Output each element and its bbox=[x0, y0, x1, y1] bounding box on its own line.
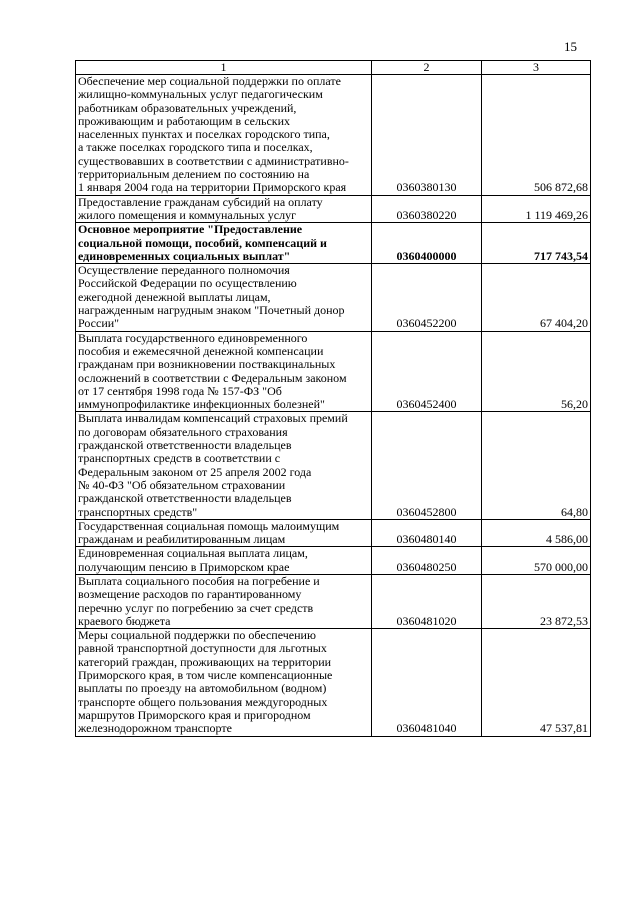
description-line: выплаты по проезду на автомобильном (водном) bbox=[78, 681, 327, 696]
description-line: гражданской ответственности владельцев bbox=[78, 491, 292, 506]
description-line: транспортных средств" bbox=[78, 504, 198, 519]
description-line: Меры социальной поддержки по обеспечению bbox=[78, 628, 316, 643]
description-line: Государственная социальная помощь малоимущим bbox=[78, 518, 340, 533]
table-body bbox=[76, 75, 591, 737]
description-line: Единовременная социальная выплата лицам, bbox=[78, 546, 308, 561]
description-line: Выплата социального пособия на погребение и bbox=[78, 573, 320, 588]
row-code: 0360481040 bbox=[372, 629, 482, 736]
description-line: гражданской ответственности владельцев bbox=[78, 438, 292, 453]
row-code: 0360480250 bbox=[372, 547, 482, 575]
description-line: Предоставление гражданам субсидий на оплату bbox=[78, 194, 323, 209]
description-line: Российской Федерации по осуществлению bbox=[78, 276, 297, 291]
header-col-3: 3 bbox=[482, 61, 591, 75]
budget-table bbox=[75, 60, 591, 737]
description-line: гражданам при возникновении поствакцинальных bbox=[78, 357, 336, 372]
description-line: единовременных социальных выплат" bbox=[78, 248, 291, 263]
row-amount: 56,20 bbox=[482, 331, 591, 412]
row-description bbox=[76, 223, 372, 264]
description-line: жилищно-коммунальных услуг педагогическим bbox=[78, 87, 323, 102]
description-line: маршрутов Приморского края и пригородном bbox=[78, 707, 311, 722]
table-row bbox=[76, 223, 591, 264]
description-line: перечню услуг по погребению за счет средств bbox=[78, 600, 314, 615]
row-amount: 506 872,68 bbox=[482, 75, 591, 196]
page-number: 15 bbox=[564, 39, 577, 54]
row-code: 0360400000 bbox=[372, 223, 482, 264]
row-code: 0360481020 bbox=[372, 574, 482, 628]
row-code: 0360380220 bbox=[372, 195, 482, 223]
row-amount: 1 119 469,26 bbox=[482, 195, 591, 223]
table-row bbox=[76, 629, 591, 736]
table-row bbox=[76, 574, 591, 628]
row-code: 0360452800 bbox=[372, 412, 482, 519]
table-row bbox=[76, 547, 591, 575]
header-col-1: 1 bbox=[76, 61, 372, 75]
row-description bbox=[76, 519, 372, 547]
row-description bbox=[76, 264, 372, 331]
description-line: краевого бюджета bbox=[78, 613, 171, 628]
description-line: жилого помещения и коммунальных услуг bbox=[78, 207, 297, 222]
description-line: ежегодной денежной выплаты лицам, bbox=[78, 289, 271, 304]
row-description bbox=[76, 195, 372, 223]
table-row bbox=[76, 412, 591, 519]
description-line: Федеральным законом от 25 апреля 2002 года bbox=[78, 464, 312, 479]
row-amount: 67 404,20 bbox=[482, 264, 591, 331]
row-code: 0360452200 bbox=[372, 264, 482, 331]
table-row bbox=[76, 195, 591, 223]
description-line: социальной помощи, пособий, компенсаций и bbox=[78, 235, 327, 250]
description-line: Выплата государственного единовременного bbox=[78, 330, 308, 345]
table-row bbox=[76, 75, 591, 196]
description-line: категорий граждан, проживающих на территории bbox=[78, 654, 332, 669]
description-line: пособия и ежемесячной денежной компенсации bbox=[78, 343, 324, 358]
description-line: работникам образовательных учреждений, bbox=[78, 100, 297, 115]
description-line: Основное мероприятие "Предоставление bbox=[78, 222, 303, 237]
description-line: по договорам обязательного страхования bbox=[78, 424, 288, 439]
description-line: территориальным делением по состоянию на bbox=[78, 167, 310, 182]
description-line: № 40-ФЗ "Об обязательном страховании bbox=[78, 477, 286, 492]
row-description bbox=[76, 629, 372, 736]
description-line: существовавших в соответствии с административно- bbox=[78, 153, 349, 168]
row-amount: 570 000,00 bbox=[482, 547, 591, 575]
description-line: железнодорожном транспорте bbox=[78, 721, 232, 736]
description-line: а также поселках городского типа и поселках, bbox=[78, 140, 313, 155]
row-amount: 4 586,00 bbox=[482, 519, 591, 547]
description-line: осложнений в соответствии с Федеральным законом bbox=[78, 370, 347, 385]
description-line: транспортных средств в соответствии с bbox=[78, 451, 281, 466]
description-line: от 17 сентября 1998 года № 157-ФЗ "Об bbox=[78, 383, 282, 398]
description-line: получающим пенсию в Приморском крае bbox=[78, 559, 290, 574]
table-header-row bbox=[76, 61, 591, 75]
description-line: гражданам и реабилитированным лицам bbox=[78, 532, 286, 547]
row-description bbox=[76, 412, 372, 519]
description-line: возмещение расходов по гарантированному bbox=[78, 587, 302, 602]
description-line: награжденным нагрудным знаком "Почетный донор bbox=[78, 303, 345, 318]
description-line: Обеспечение мер социальной поддержки по оплате bbox=[78, 74, 341, 88]
description-line: 1 января 2004 года на территории Приморского края bbox=[78, 180, 347, 195]
table-row bbox=[76, 331, 591, 412]
row-code: 0360452400 bbox=[372, 331, 482, 412]
row-amount: 47 537,81 bbox=[482, 629, 591, 736]
row-description bbox=[76, 547, 372, 575]
table-row bbox=[76, 264, 591, 331]
description-line: транспорте общего пользования междугородных bbox=[78, 694, 328, 709]
description-line: населенных пунктах и поселках городского типа, bbox=[78, 127, 330, 142]
row-description bbox=[76, 75, 372, 196]
row-amount: 717 743,54 bbox=[482, 223, 591, 264]
description-line: равной транспортной доступности для льготных bbox=[78, 641, 327, 656]
description-line: России" bbox=[78, 316, 120, 331]
description-line: Приморского края, в том числе компенсационные bbox=[78, 668, 333, 683]
table-row bbox=[76, 519, 591, 547]
header-col-2: 2 bbox=[372, 61, 482, 75]
description-line: Осуществление переданного полномочия bbox=[78, 263, 290, 278]
description-line: Выплата инвалидам компенсаций страховых премий bbox=[78, 411, 348, 426]
description-line: иммунопрофилактике инфекционных болезней" bbox=[78, 397, 325, 412]
row-code: 0360480140 bbox=[372, 519, 482, 547]
row-code: 0360380130 bbox=[372, 75, 482, 196]
row-description bbox=[76, 574, 372, 628]
row-amount: 23 872,53 bbox=[482, 574, 591, 628]
description-line: проживающим и работающим в сельских bbox=[78, 113, 291, 128]
row-description bbox=[76, 331, 372, 412]
row-amount: 64,80 bbox=[482, 412, 591, 519]
